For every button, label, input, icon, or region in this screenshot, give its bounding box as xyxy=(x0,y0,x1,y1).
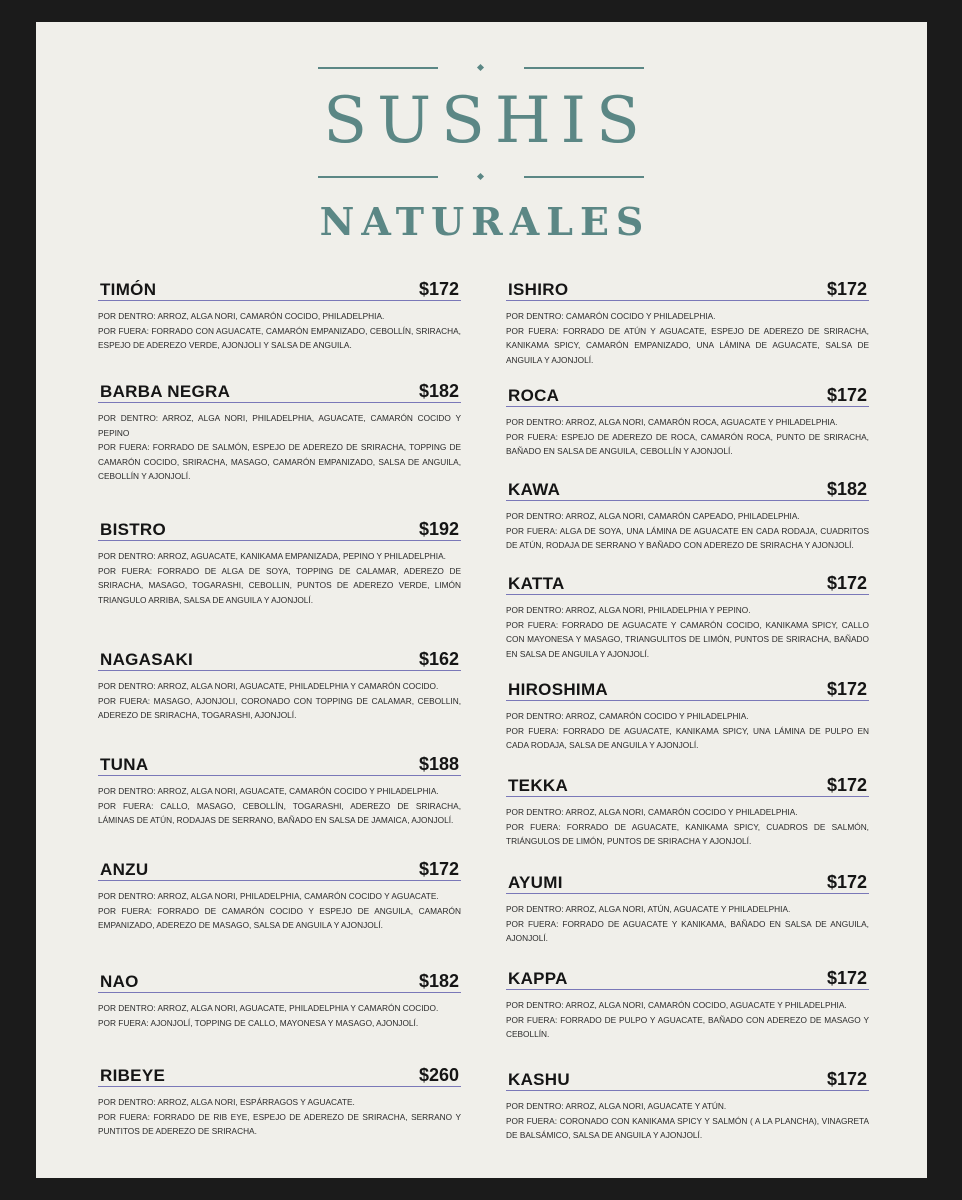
menu-item-description xyxy=(506,309,869,367)
menu-item-description xyxy=(506,805,869,849)
menu-item-outside: POR FUERA: FORRADO DE PULPO Y AGUACATE, BAÑADO CON ADEREZO DE MASAGO Y CEBOLLÍN. xyxy=(506,1014,869,1039)
menu-item-inside: POR DENTRO: ARROZ, ALGA NORI, AGUACATE, PHILADELPHIA Y CAMARÓN COCIDO. xyxy=(98,681,439,691)
menu-item-name: ANZU xyxy=(100,860,149,879)
menu-item-inside: POR DENTRO: ARROZ, ALGA NORI, PHILADELPHIA, CAMARÓN COCIDO Y AGUACATE. xyxy=(98,891,439,901)
menu-item-price: $188 xyxy=(418,754,459,774)
menu-item-name: NAO xyxy=(100,972,139,991)
menu-item-description xyxy=(506,902,869,946)
menu-item-inside: POR DENTRO: ARROZ, ALGA NORI, CAMARÓN COCIDO, PHILADELPHIA. xyxy=(98,311,385,321)
menu-item-description xyxy=(98,309,461,353)
menu-item xyxy=(506,676,869,753)
menu-item-price: $172 xyxy=(418,279,459,299)
menu-item xyxy=(98,751,461,828)
menu-item-header xyxy=(98,378,461,403)
menu-item xyxy=(506,476,869,553)
menu-item-header xyxy=(506,476,869,501)
menu-item-name: BARBA NEGRA xyxy=(100,382,231,401)
menu-item-outside: POR FUERA: ESPEJO DE ADEREZO DE ROCA, CAMARÓN ROCA, PUNTO DE SRIRACHA, BAÑADO EN SALSA DE ANGUILA, CEBOLLÍN Y AJONJOLÍ. xyxy=(506,431,869,456)
menu-item-inside: POR DENTRO: ARROZ, ALGA NORI, CAMARÓN ROCA, AGUACATE Y PHILADELPHIA. xyxy=(506,417,838,427)
menu-item-price: $162 xyxy=(418,649,459,669)
menu-item-outside: POR FUERA: FORRADO DE AGUACATE, KANIKAMA SPICY, CUADROS DE SALMÓN, TRIÁNGULOS DE LIMÓN, PUNTOS DE SRIRACHA Y AJONJOLÍ. xyxy=(506,821,869,846)
menu-item-description xyxy=(98,411,461,484)
menu-title: SUSHIS xyxy=(323,84,650,158)
menu-item-price: $182 xyxy=(826,479,867,499)
menu-item-name: NAGASAKI xyxy=(100,650,194,669)
header-diamond-bottom xyxy=(477,173,484,180)
menu-item-inside: POR DENTRO: ARROZ, ALGA NORI, AGUACATE, CAMARÓN COCIDO Y PHILADELPHIA. xyxy=(98,786,439,796)
menu-item-name: KAWA xyxy=(508,480,561,499)
menu-item xyxy=(506,869,869,946)
menu-item xyxy=(506,1066,869,1143)
menu-item-inside: POR DENTRO: ARROZ, ALGA NORI, AGUACATE, PHILADELPHIA Y CAMARÓN COCIDO. xyxy=(98,1003,439,1013)
menu-item-header xyxy=(506,772,869,797)
menu-item-price: $172 xyxy=(826,279,867,299)
menu-item-description xyxy=(506,709,869,753)
menu-item-outside: POR FUERA: FORRADO DE AGUACATE Y CAMARÓN COCIDO, KANIKAMA SPICY, CALLO CON MAYONESA Y MASAGO, TRIANGULITOS DE LIMÓN, PUNTOS DE SRIRACHA, BAÑADO EN SALSA DE ANGUILA Y AJONJOLÍ. xyxy=(506,619,869,659)
menu-item-inside: POR DENTRO: CAMARÓN COCIDO Y PHILADELPHIA. xyxy=(506,311,716,321)
menu-item-description xyxy=(98,549,461,607)
menu-item-name: KATTA xyxy=(508,574,565,593)
menu-item-price: $172 xyxy=(826,679,867,699)
menu-item-header xyxy=(98,646,461,671)
menu-item-outside: POR FUERA: CALLO, MASAGO, CEBOLLÍN, TOGARASHI, ADEREZO DE SRIRACHA, LÁMINAS DE ATÚN, RODAJAS DE SERRANO, BAÑADO EN SALSA DE JAMAICA, AJONJOLÍ. xyxy=(98,800,461,825)
menu-item-description xyxy=(506,998,869,1042)
menu-item-inside: POR DENTRO: ARROZ, ALGA NORI, ATÚN, AGUACATE Y PHILADELPHIA. xyxy=(506,904,791,914)
menu-item-price: $172 xyxy=(826,968,867,988)
menu-item-outside: POR FUERA: AJONJOLÍ, TOPPING DE CALLO, MAYONESA Y MASAGO, AJONJOLÍ. xyxy=(98,1017,419,1028)
menu-item xyxy=(98,968,461,1030)
menu-item-price: $172 xyxy=(826,1069,867,1089)
header-diamond-top xyxy=(477,64,484,71)
header-rule-bottom-left xyxy=(318,176,438,178)
menu-item-header xyxy=(506,965,869,990)
menu-item-description xyxy=(98,679,461,723)
menu-item xyxy=(506,772,869,849)
menu-item-header xyxy=(98,516,461,541)
menu-item-header xyxy=(98,276,461,301)
menu-item-description xyxy=(98,889,461,933)
menu-item-inside: POR DENTRO: ARROZ, ALGA NORI, CAMARÓN COCIDO Y PHILADELPHIA. xyxy=(506,807,798,817)
menu-item-header xyxy=(506,276,869,301)
menu-item-header xyxy=(506,869,869,894)
header-rule-top-right xyxy=(524,67,644,69)
menu-item-header xyxy=(98,751,461,776)
menu-item-inside: POR DENTRO: ARROZ, ALGA NORI, CAMARÓN CAPEADO, PHILADELPHIA. xyxy=(506,511,800,521)
menu-item-description xyxy=(506,1099,869,1143)
header-rule-bottom-right xyxy=(524,176,644,178)
menu-item xyxy=(98,276,461,353)
menu-item-description xyxy=(506,509,869,553)
menu-item-name: RIBEYE xyxy=(100,1066,166,1085)
menu-item xyxy=(506,965,869,1042)
menu-item-inside: POR DENTRO: ARROZ, AGUACATE, KANIKAMA EMPANIZADA, PEPINO Y PHILADELPHIA. xyxy=(98,551,446,561)
menu-header xyxy=(36,22,927,272)
menu-item-outside: POR FUERA: MASAGO, AJONJOLI, CORONADO CON TOPPING DE CALAMAR, CEBOLLIN, ADEREZO DE SRIRACHA, TOGARASHI, AJONJOLÍ. xyxy=(98,695,461,720)
menu-item-inside: POR DENTRO: ARROZ, ALGA NORI, AGUACATE Y ATÚN. xyxy=(506,1101,727,1111)
menu-item-outside: POR FUERA: FORRADO DE RIB EYE, ESPEJO DE ADEREZO DE SRIRACHA, SERRANO Y PUNTITOS DE ADEREZO DE SRIRACHA. xyxy=(98,1111,461,1136)
menu-page xyxy=(36,22,927,1178)
menu-item-name: HIROSHIMA xyxy=(508,680,608,699)
menu-item-header xyxy=(506,1066,869,1091)
menu-item-description xyxy=(98,784,461,828)
menu-item-name: ROCA xyxy=(508,386,560,405)
menu-item-header xyxy=(506,676,869,701)
menu-item-outside: POR FUERA: ALGA DE SOYA, UNA LÁMINA DE AGUACATE EN CADA RODAJA, CUADRITOS DE ATÚN, RODAJA DE SERRANO Y BAÑADO CON ADEREZO DE SRIRACHA Y AJONJOLÍ. xyxy=(506,525,869,550)
menu-item xyxy=(98,856,461,933)
menu-item-inside: POR DENTRO: ARROZ, ALGA NORI, PHILADELPHIA, AGUACATE, CAMARÓN COCIDO Y PEPINO xyxy=(98,413,461,438)
menu-item-price: $192 xyxy=(418,519,459,539)
menu-item-inside: POR DENTRO: ARROZ, ALGA NORI, PHILADELPHIA Y PEPINO. xyxy=(506,605,751,615)
menu-item-price: $172 xyxy=(826,775,867,795)
menu-item xyxy=(98,646,461,723)
menu-item-description xyxy=(506,415,869,459)
menu-subtitle: NATURALES xyxy=(319,199,651,244)
menu-item-description xyxy=(98,1095,461,1139)
menu-item-price: $172 xyxy=(826,872,867,892)
menu-item-price: $182 xyxy=(418,971,459,991)
menu-item xyxy=(506,382,869,459)
menu-item-header xyxy=(98,968,461,993)
menu-item xyxy=(506,276,869,367)
menu-item-inside: POR DENTRO: ARROZ, ALGA NORI, ESPÁRRAGOS Y AGUACATE. xyxy=(98,1097,355,1107)
menu-item xyxy=(98,516,461,607)
menu-item-outside: POR FUERA: FORRADO DE CAMARÓN COCIDO Y ESPEJO DE ANGUILA, CAMARÓN EMPANIZADO, ADEREZO DE MASAGO, SALSA DE ANGUILA Y AJONJOLÍ. xyxy=(98,905,461,930)
menu-item-price: $172 xyxy=(826,385,867,405)
menu-item xyxy=(506,570,869,661)
menu-item-outside: POR FUERA: CORONADO CON KANIKAMA SPICY Y SALMÓN ( A LA PLANCHA), VINAGRETA DE BALSÁMICO, SALSA DE ANGUILA Y AJONJOLÍ. xyxy=(506,1115,869,1140)
menu-item-name: ISHIRO xyxy=(508,280,569,299)
menu-item-outside: POR FUERA: FORRADO DE SALMÓN, ESPEJO DE ADEREZO DE SRIRACHA, TOPPING DE CAMARÓN COCIDO, SRIRACHA, MASAGO, CAMARÓN EMPANIZADO, SALSA DE ANGUILA, CEBOLLÍN Y AJONJOLÍ. xyxy=(98,442,461,481)
menu-item-price: $260 xyxy=(418,1065,459,1085)
menu-item-description xyxy=(506,603,869,661)
menu-item-outside: POR FUERA: FORRADO DE ALGA DE SOYA, TOPPING DE CALAMAR, ADEREZO DE SRIRACHA, MASAGO, TOGARASHI, CEBOLLIN, PUNTOS DE ADEREZO VERDE, LIMÓN TRIANGULO ARRIBA, SALSA DE ANGUILA Y AJONJOLÍ. xyxy=(98,565,461,605)
menu-item-name: TUNA xyxy=(100,755,149,774)
menu-item xyxy=(98,1062,461,1139)
menu-item-header xyxy=(506,570,869,595)
menu-item-price: $172 xyxy=(826,573,867,593)
menu-item-name: TEKKA xyxy=(508,776,569,795)
menu-item xyxy=(98,378,461,484)
menu-item-name: KASHU xyxy=(508,1070,570,1089)
menu-item-price: $182 xyxy=(418,381,459,401)
menu-item-outside: POR FUERA: FORRADO CON AGUACATE, CAMARÓN EMPANIZADO, CEBOLLÍN, SRIRACHA, ESPEJO DE ADEREZO VERDE, AJONJOLI Y SALSA DE ANGUILA. xyxy=(98,325,461,350)
menu-item-header xyxy=(98,1062,461,1087)
menu-item-description xyxy=(98,1001,461,1030)
menu-item-header xyxy=(98,856,461,881)
menu-item-name: BISTRO xyxy=(100,520,167,539)
menu-item-price: $172 xyxy=(418,859,459,879)
menu-item-name: KAPPA xyxy=(508,969,568,988)
menu-item-name: TIMÓN xyxy=(100,280,157,299)
menu-item-outside: POR FUERA: FORRADO DE ATÚN Y AGUACATE, ESPEJO DE ADEREZO DE SRIRACHA, KANIKAMA SPICY, CAMARÓN EMPANIZADO, UNA LÁMINA DE AGUACATE, SALSA DE ANGUILA Y AJONJOLÍ. xyxy=(506,325,869,365)
menu-item-inside: POR DENTRO: ARROZ, ALGA NORI, CAMARÓN COCIDO, AGUACATE Y PHILADELPHIA. xyxy=(506,1000,847,1010)
menu-item-inside: POR DENTRO: ARROZ, CAMARÓN COCIDO Y PHILADELPHIA. xyxy=(506,711,749,721)
menu-item-name: AYUMI xyxy=(508,873,563,892)
header-rule-top-left xyxy=(318,67,438,69)
menu-item-outside: POR FUERA: FORRADO DE AGUACATE, KANIKAMA SPICY, UNA LÁMINA DE PULPO EN CADA RODAJA, SALSA DE ANGUILA Y AJONJOLÍ. xyxy=(506,725,869,750)
menu-item-header xyxy=(506,382,869,407)
menu-item-outside: POR FUERA: FORRADO DE AGUACATE Y KANIKAMA, BAÑADO EN SALSA DE ANGUILA, AJONJOLÍ. xyxy=(506,918,869,943)
